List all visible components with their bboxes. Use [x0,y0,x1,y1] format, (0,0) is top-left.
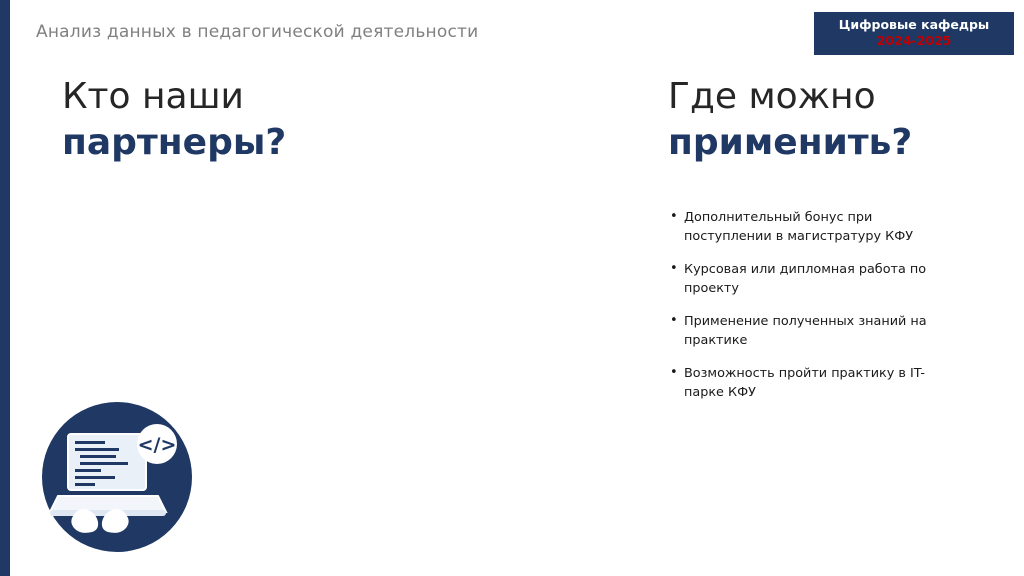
status-badge [814,12,1014,55]
right-heading-line1: Где можно [668,76,876,117]
laptop-icon [42,402,192,552]
badge-label: Цифровые кафедры [838,17,990,32]
right-heading [668,74,968,166]
list-item: • Применение полученных знаний на практике [668,312,958,350]
code-laptop-illustration [42,402,192,552]
right-column [668,74,968,166]
list-item: • Курсовая или дипломная работа по проекту [668,260,958,298]
badge-years: 2024-2025 [876,33,952,48]
left-heading-line2: партнеры? [62,122,287,163]
right-heading-line2: применить? [668,122,913,163]
list-item: • Возможность пройти практику в IT-парке КФУ [668,364,958,402]
page-title: Анализ данных в педагогической деятельности [36,22,479,42]
list-item: • Дополнительный бонус при поступлении в магистратуру КФУ [668,208,958,246]
code-symbol-text: </> [137,434,177,456]
left-accent-strip [0,0,10,576]
benefits-list [668,208,958,416]
left-column [62,74,522,166]
left-heading [62,74,522,166]
left-heading-line1: Кто наши [62,76,244,117]
